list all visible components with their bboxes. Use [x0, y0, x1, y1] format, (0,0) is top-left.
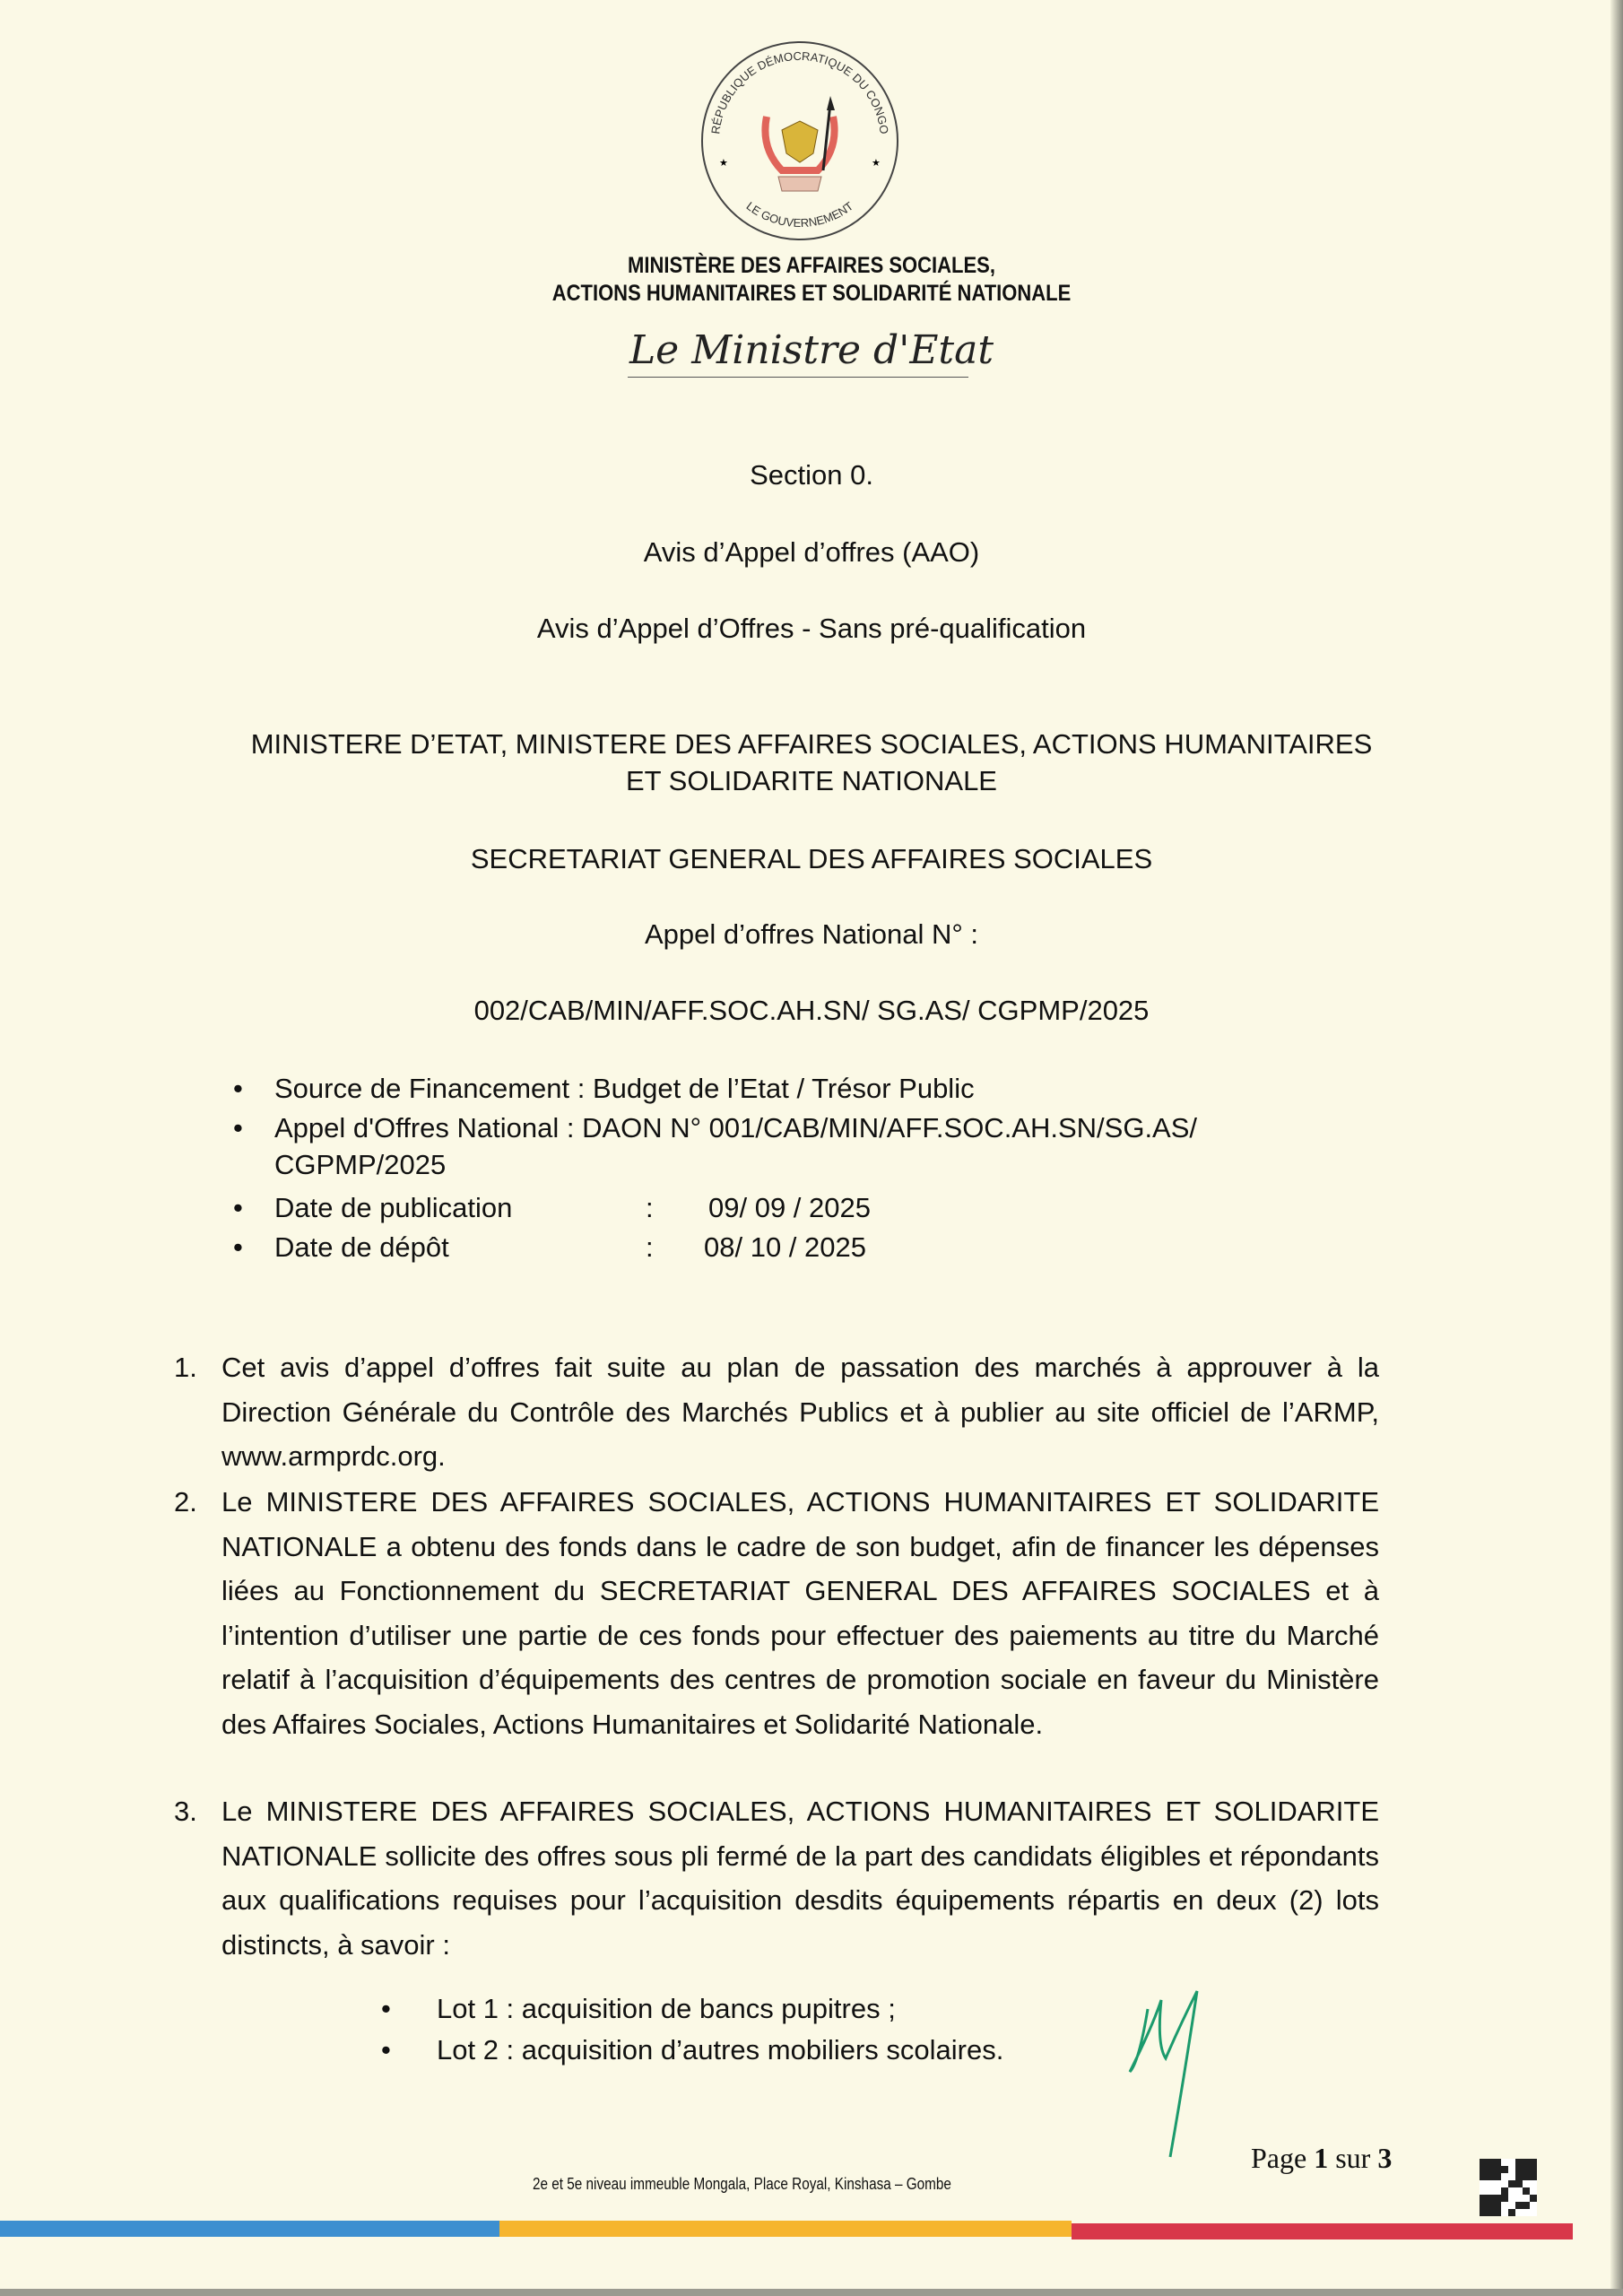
svg-text:★: ★ — [719, 158, 728, 169]
ministere-line1: MINISTERE D’ETAT, MINISTERE DES AFFAIRES SOCIALES, ACTIONS HUMANITAIRES — [250, 728, 1373, 760]
appel-national-label: Appel d’offres National N° : — [645, 918, 978, 950]
paragraph-2: 2. Le MINISTERE DES AFFAIRES SOCIALES, ACTIONS HUMANITAIRES ET SOLIDARITE NATIONALE a obtenu des fonds dans le cadre de son budget, afin de financer les dépenses liées au Fonctionnement du SECRETARIAT GENERAL DES AFFAIRES SOCIALES et à l’intention d’utiliser une partie de ces fonds pour effectuer des paiements au titre du Marché relatif à l’acquisition d’équipements des centres de promotion sociale en faveur du Ministère des Affaires Sociales, Actions Humanitaires et Solidarité Nationale. — [174, 1486, 1379, 1740]
avis-title: Avis d’Appel d’offres (AAO) — [643, 536, 980, 568]
paragraph-3: 3. Le MINISTERE DES AFFAIRES SOCIALES, ACTIONS HUMANITAIRES ET SOLIDARITE NATIONALE sollicite des offres sous pli fermé de la part des candidats éligibles et répondants aux qualifications requises pour l’acquisition desdits équipements répartis en deux (2) lots distincts, à savoir : — [174, 1796, 1379, 1961]
ministere-line2: ET SOLIDARITE NATIONALE — [625, 765, 997, 796]
title-underline — [628, 377, 968, 378]
reference-number: 002/CAB/MIN/AFF.SOC.AH.SN/ SG.AS/ CGPMP/2025 — [473, 995, 1150, 1026]
secretariat-title: SECRETARIAT GENERAL DES AFFAIRES SOCIALES — [470, 843, 1153, 874]
seal-bottom-text: LE GOUVERNEMENT — [743, 198, 856, 230]
lot-1: • Lot 1 : acquisition de bancs pupitres ; — [381, 1993, 896, 2024]
ministry-name-line1: MINISTÈRE DES AFFAIRES SOCIALES, — [628, 253, 995, 278]
flag-bar-yellow — [499, 2221, 1072, 2237]
svg-text:★: ★ — [872, 158, 881, 169]
handwritten-initials — [1112, 1973, 1211, 2161]
seal-emblem — [719, 96, 881, 191]
armp-website-link[interactable]: www.armprdc.org. — [221, 1440, 446, 1472]
avis-subtitle: Avis d’Appel d’Offres - Sans pré-qualification — [536, 613, 1087, 644]
government-seal — [699, 40, 901, 242]
page-number: Page 1 sur 3 — [1251, 2142, 1393, 2174]
minister-office-title: Le Ministre d'Etat — [629, 327, 994, 373]
footer-address: 2e et 5e niveau immeuble Mongala, Place Royal, Kinshasa – Gombe — [533, 2175, 951, 2193]
section-title: Section 0. — [750, 459, 873, 491]
seal-top-text: RÉPUBLIQUE DÉMOCRATIQUE DU CONGO — [708, 48, 891, 135]
flag-bar-red — [1072, 2223, 1573, 2239]
qr-code — [1480, 2159, 1537, 2216]
flag-bar-blue — [0, 2221, 499, 2237]
page-bottom-edge — [0, 2289, 1623, 2296]
paragraph-1: 1. Cet avis d’appel d’offres fait suite au plan de passation des marchés à approuver à la Direction Générale du Contrôle des Marchés Publics et à publier au site officiel de l’ARMP, www.armprdc.org. — [174, 1352, 1379, 1472]
ministry-name-line2: ACTIONS HUMANITAIRES ET SOLIDARITÉ NATIONALE — [551, 281, 1072, 306]
lot-2: • Lot 2 : acquisition d’autres mobiliers scolaires. — [381, 2034, 1004, 2066]
